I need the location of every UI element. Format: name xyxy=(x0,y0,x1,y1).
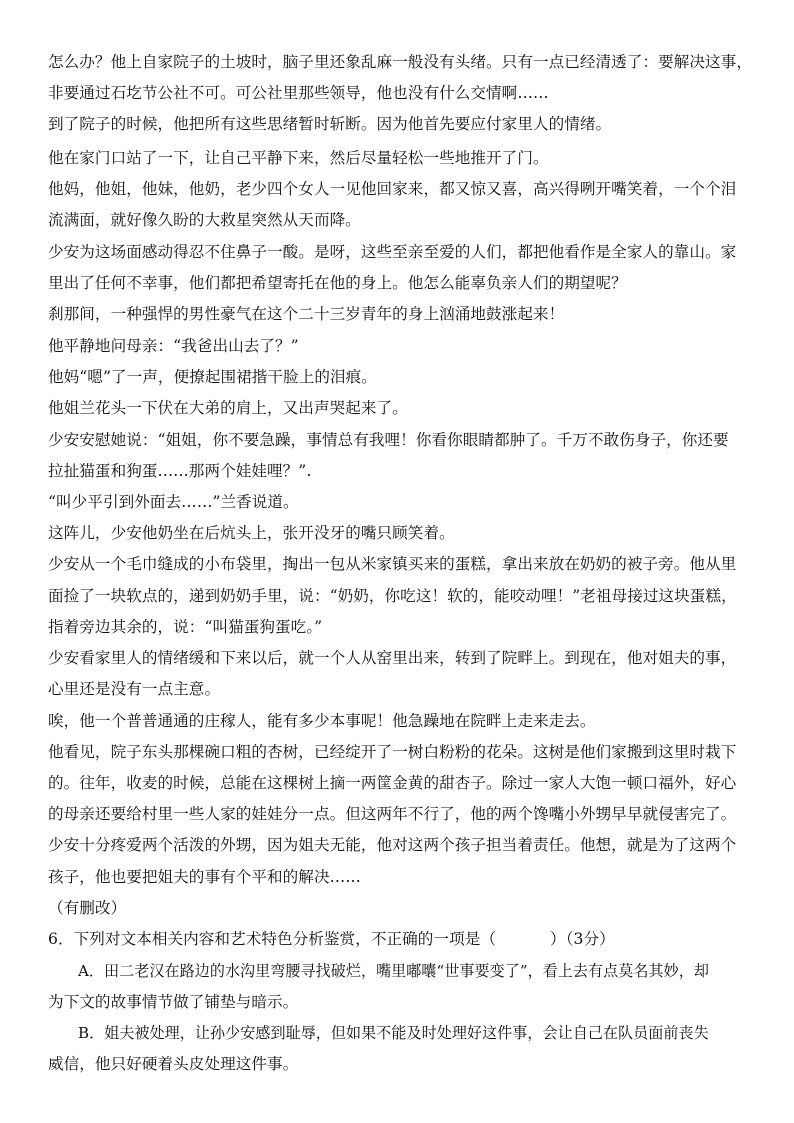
paragraph-line: 他在家门口站了一下，让自己平静下来，然后尽量轻松一些地推开了门。 xyxy=(48,149,549,167)
paragraph-line: 他平静地问母亲：“我爸出山去了？” xyxy=(48,337,299,355)
paragraph-line: 拉扯猫蛋和狗蛋……那两个娃娃哩？”. xyxy=(48,462,312,480)
paragraph-line: “叫少平引到外面去……”兰香说道。 xyxy=(48,493,299,511)
paragraph-line: 刹那间，一种强悍的男性豪气在这个二十三岁青年的身上汹涌地鼓涨起来！ xyxy=(48,305,565,323)
paragraph-line: 少安十分疼爱两个活泼的外甥，因为姐夫无能，他对这两个孩子担当着责任。他想，就是为了这两个 xyxy=(48,836,737,854)
question-score: ）（3分） xyxy=(550,930,615,948)
question-stem xyxy=(48,929,748,949)
paragraph-line: 心里还是没有一点主意。 xyxy=(48,680,221,698)
option-a-line: 为下文的故事情节做了铺垫与暗示。 xyxy=(48,993,299,1011)
paragraph-line: 面捡了一块软点的，递到奶奶手里，说：“奶奶，你吃这！软的，能咬动哩！”老祖母接过这块蛋糕， xyxy=(48,587,737,605)
question-stem-text: 6．下列对文本相关内容和艺术特色分析鉴赏，不正确的一项是（ xyxy=(48,930,496,948)
paragraph-line: 少安安慰她说：“姐姐，你不要急躁，事情总有我哩！你看你眼睛都肿了。千万不敢伤身子，你还要 xyxy=(48,431,729,449)
option-a-line: A．田二老汉在路边的水沟里弯腰寻找破烂，嘴里嘟囔“世事要变了”，看上去有点莫名其妙，却 xyxy=(78,962,709,980)
paragraph-line: 他妈“嗯”了一声，便撩起围裙揩干脸上的泪痕。 xyxy=(48,368,377,386)
paragraph-line: 里出了任何不幸事，他们都把希望寄托在他的身上。他怎么能辜负亲人们的期望呢？ xyxy=(48,274,627,292)
paragraph-line: 少安看家里人的情绪缓和下来以后，就一个人从窑里出来，转到了院畔上。到现在，他对姐夫的事， xyxy=(48,649,737,667)
paragraph-line: 孩子，他也要把姐夫的事有个平和的解决…… xyxy=(48,868,361,886)
paragraph-line: 他妈，他姐，他妹，他奶，老少四个女人一见他回家来，都又惊又喜，高兴得咧开嘴笑着，一个个泪 xyxy=(48,180,737,198)
paragraph-line: 他看见，院子东头那棵碗口粗的杏树，已经绽开了一树白粉粉的花朵。这树是他们家搬到这里时栽下 xyxy=(48,743,737,761)
paragraph-line: 少安为这场面感动得忍不住鼻子一酸。是呀，这些至亲至爱的人们，都把他看作是全家人的靠山。家 xyxy=(48,243,737,261)
paragraph-line: 的。往年，收麦的时候，总能在这棵树上摘一两筐金黄的甜杏子。除过一家人大饱一顿口福外，好心 xyxy=(48,774,737,792)
option-b-line: 威信，他只好硬着头皮处理这件事。 xyxy=(48,1055,299,1073)
paragraph-line: 非要通过石圪节公社不可。可公社里那些领导，他也没有什么交情啊…… xyxy=(48,84,549,102)
paragraph-line: 少安从一个毛巾缝成的小布袋里，掏出一包从米家镇买来的蛋糕，拿出来放在奶奶的被子旁。他从里 xyxy=(48,555,737,573)
paragraph-line: 怎么办？他上自家院子的土坡时，脑子里还象乱麻一般没有头绪。只有一点已经清透了：要解决这事， xyxy=(48,53,752,71)
paragraph-line: 流满面，就好像久盼的大救星突然从天而降。 xyxy=(48,211,361,229)
paragraph-line: 的母亲还要给村里一些人家的娃娃分一点。但这两年不行了，他的两个馋嘴小外甥早早就侵害完了。 xyxy=(48,805,737,823)
source-note: （有删改） xyxy=(48,899,127,917)
option-b-line: B．姐夫被处理，让孙少安感到耻辱，但如果不能及时处理好这件事，会让自己在队员面前丧失 xyxy=(78,1024,709,1042)
paragraph-line: 指着旁边其余的，说：“叫猫蛋狗蛋吃。” xyxy=(48,618,323,636)
paragraph-line: 唉，他一个普普通通的庄稼人，能有多少本事呢！他急躁地在院畔上走来走去。 xyxy=(48,712,596,730)
paragraph-line: 到了院子的时候，他把所有这些思绪暂时斩断。因为他首先要应付家里人的情绪。 xyxy=(48,115,612,133)
paragraph-line: 这阵儿，少安他奶坐在后炕头上，张开没牙的嘴只顾笑着。 xyxy=(48,524,455,542)
paragraph-line: 他姐兰花头一下伏在大弟的肩上，又出声哭起来了。 xyxy=(48,399,408,417)
